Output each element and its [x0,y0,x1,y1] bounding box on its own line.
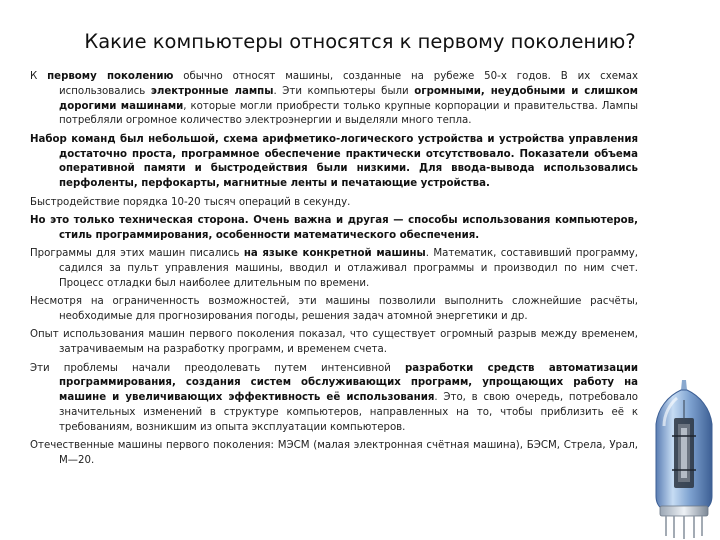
paragraph-speed [30,196,638,211]
text-segment: первому поколению [47,71,174,82]
text-segment: обычно относят машины, созданные на рубеже 50-х годов. В их схемах использовались [59,71,638,97]
text-segment: Программы для этих машин писались [30,248,244,260]
text-segment: электронные лампы [150,85,274,97]
text-segment: разработки средств автоматизации программирования, создания систем обслуживающих программ, упрощающих работу на машине и увеличивающих эффективность её использования [59,362,638,404]
text-segment: . Математик, составивший программу, садился за пульт управления машины, вводил и отлаживал программы и производил по ним счет. Процесс отладки был наиболее длительным по времени. [59,248,638,289]
vacuum-tube-image [650,378,718,540]
text-segment: Отечественные машины первого поколения: МЭСМ (малая электронная счётная машина), БЭСМ, Стрела, Урал, М—20. [30,440,638,466]
slide-title: Какие компьютеры относятся к первому поколению? [84,30,636,53]
paragraph-programming [30,247,638,291]
text-segment: , которые могли приобрести только крупные корпорации и правительства. Лампы потребляли огромное количество электроэнергии и выделяли много тепла. [59,100,639,127]
paragraph-achievements [30,295,638,325]
text-segment: . Это, в свою очередь, потребовало значительных изменений в структуре компьютеров, направленных на то, чтобы приблизить её к требованиям, возникшим из опыта эксплуатации компьютеров. [59,392,638,433]
paragraph-experience [30,328,638,358]
paragraph-first-generation [30,70,638,129]
text-segment: Эти проблемы начали преодолевать путем интенсивной [30,362,405,374]
text-segment: . Эти компьютеры были [273,85,415,97]
text-segment: К [30,71,48,82]
text-segment: на языке конкретной машины [243,248,426,260]
paragraph-command-set [30,133,638,192]
text-segment: огромными, неудобными и слишком дорогими машинами [59,85,638,112]
paragraph-automation [30,362,638,436]
text-segment: Быстродействие порядка 10-20 тысяч операций в секунду. [30,196,351,208]
text-segment: Несмотря на ограниченность возможностей, эти машины позволили выполнить сложнейшие расчёты, необходимые для прогнозирования погоды, решения задач атомной энергетики и др. [30,296,638,322]
slide-body [30,70,638,472]
text-segment: Набор команд был небольшой, схема арифметико-логического устройства и устройства управления достаточно проста, программное обеспечение практически отсутствовало. Показатели объема оперативной памяти и быстродействия были низкими. Для ввода-вывода использовались перфоленты, перфокарты, магнитные ленты и печатающие устройства. [30,133,638,190]
paragraph-domestic-machines [30,439,638,469]
text-segment: Но это только техническая сторона. Очень важна и другая — способы использования компьютеров, стиль программирования, особенности математического обеспечения. [30,214,638,241]
paragraph-usage-style [30,214,638,244]
text-segment: Опыт использования машин первого поколения показал, что существует огромный разрыв между временем, затрачиваемым на разработку программ, и временем счета. [30,329,638,356]
